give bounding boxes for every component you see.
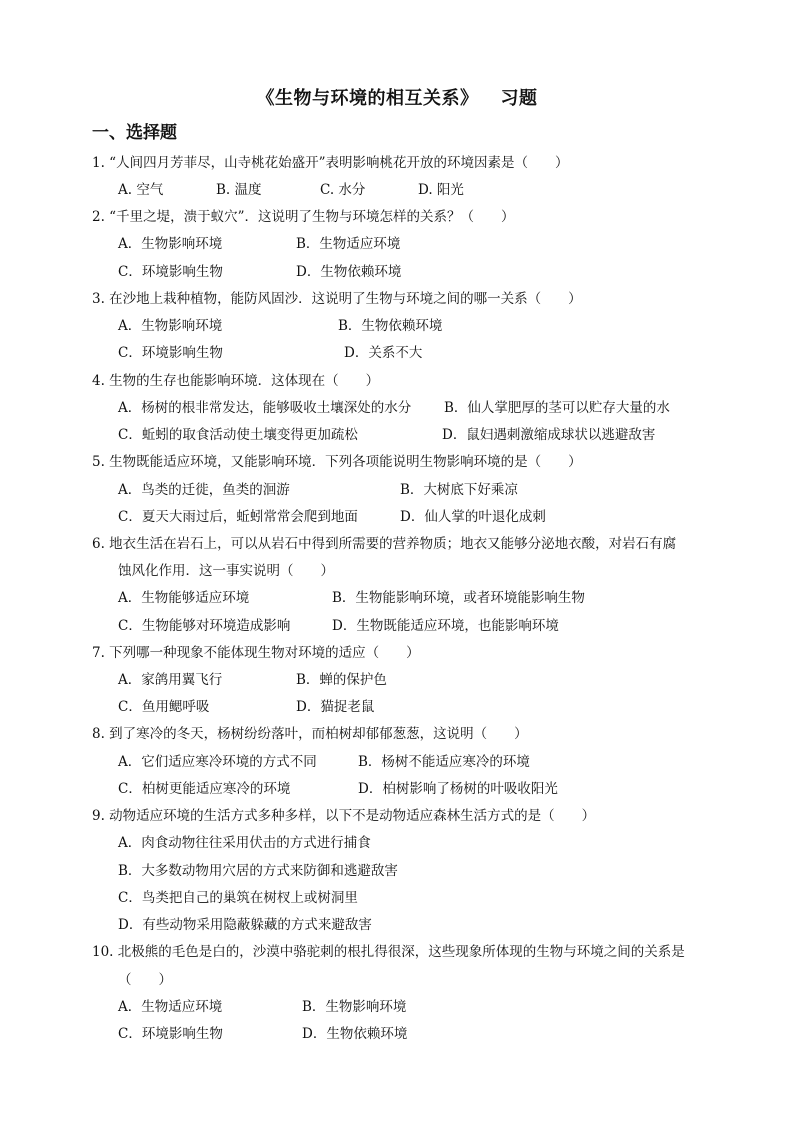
option-b: B．生物能影响环境，或者环境能影响生物 <box>332 590 585 606</box>
option-d: D．猫捉老鼠 <box>296 699 375 715</box>
option-a: A．鸟类的迁徙，鱼类的洄游 <box>118 482 290 498</box>
option-c: C．环境影响生物 <box>118 1026 223 1042</box>
option-c: C．夏天大雨过后，蚯蚓常常会爬到地面 <box>118 509 358 525</box>
option-a: A．生物适应环境 <box>118 999 223 1015</box>
option-a: A. 空气 <box>118 182 164 198</box>
question-text-cont: 蚀风化作用．这一事实说明（ ） <box>118 563 334 579</box>
option-d: D．关系不大 <box>344 345 423 361</box>
option-b: B．大树底下好乘凉 <box>400 482 518 498</box>
option-c: C．蚯蚓的取食活动使土壤变得更加疏松 <box>118 427 358 443</box>
option-c: C．生物能够对环境造成影响 <box>118 618 291 634</box>
option-d: D．生物依赖环境 <box>296 264 402 280</box>
option-d: D．有些动物采用隐蔽躲藏的方式来避敌害 <box>118 917 372 933</box>
option-b: B．蝉的保护色 <box>296 672 387 688</box>
option-a: A．生物影响环境 <box>118 236 223 252</box>
option-a: A．肉食动物往往采用伏击的方式进行捕食 <box>118 835 371 851</box>
title-main: 《生物与环境的相互关系》 <box>256 88 479 109</box>
question-text: 8. 到了寒冷的冬天，杨树纷纷落叶，而柏树却郁郁葱葱，这说明（ ） <box>92 726 528 742</box>
title-suffix: 习题 <box>500 88 538 109</box>
option-c: C. 水分 <box>320 182 366 198</box>
question-text-cont: （ ） <box>118 972 172 988</box>
option-d: D．鼠妇遇刺激缩成球状以逃避敌害 <box>442 427 656 443</box>
option-b: B．仙人掌肥厚的茎可以贮存大量的水 <box>444 400 670 416</box>
option-c: C．柏树更能适应寒冷的环境 <box>118 781 291 797</box>
option-d: D．柏树影响了杨树的叶吸收阳光 <box>358 781 558 797</box>
question-text: 4. 生物的生存也能影响环境．这体现在（ ） <box>92 373 380 389</box>
option-a: A．杨树的根非常发达，能够吸收土壤深处的水分 <box>118 400 412 416</box>
question-text: 2. “千里之堤，溃于蚁穴”．这说明了生物与环境怎样的关系？（ ） <box>92 209 515 225</box>
option-d: D．生物依赖环境 <box>302 1026 408 1042</box>
question-text: 7. 下列哪一种现象不能体现生物对环境的适应（ ） <box>92 645 420 661</box>
question-text: 5. 生物既能适应环境，又能影响环境．下列各项能说明生物影响环境的是（ ） <box>92 454 582 470</box>
option-a: A．生物影响环境 <box>118 318 223 334</box>
option-b: B．生物适应环境 <box>296 236 401 252</box>
section-heading: 一、选择题 <box>92 123 177 143</box>
option-c: C．环境影响生物 <box>118 264 223 280</box>
option-d: D．仙人掌的叶退化成刺 <box>400 509 546 525</box>
question-text: 10. 北极熊的毛色是白的，沙漠中骆驼刺的根扎得很深，这些现象所体现的生物与环境之间的关系是 <box>92 944 685 960</box>
option-b: B．生物依赖环境 <box>338 318 443 334</box>
question-text: 6. 地衣生活在岩石上，可以从岩石中得到所需要的营养物质；地衣又能够分泌地衣酸，对岩石有腐 <box>92 536 677 552</box>
option-a: A．它们适应寒冷环境的方式不同 <box>118 754 317 770</box>
question-text: 9. 动物适应环境的生活方式多种多样，以下不是动物适应森林生活方式的是（ ） <box>92 808 596 824</box>
option-b: B．杨树不能适应寒冷的环境 <box>358 754 530 770</box>
option-d: D．生物既能适应环境，也能影响环境 <box>332 618 559 634</box>
option-d: D. 阳光 <box>418 182 464 198</box>
option-b: B. 温度 <box>216 182 262 198</box>
page-title <box>0 84 794 110</box>
option-a: A．家鸽用翼飞行 <box>118 672 223 688</box>
option-c: C．鱼用鳃呼吸 <box>118 699 210 715</box>
option-b: B．大多数动物用穴居的方式来防御和逃避敌害 <box>118 863 398 879</box>
option-c: C．鸟类把自己的巢筑在树杈上或树洞里 <box>118 890 358 906</box>
option-a: A．生物能够适应环境 <box>118 590 250 606</box>
option-b: B．生物影响环境 <box>302 999 407 1015</box>
question-text: 3. 在沙地上栽种植物，能防风固沙．这说明了生物与环境之间的哪一关系（ ） <box>92 291 582 307</box>
option-c: C．环境影响生物 <box>118 345 223 361</box>
question-text: 1. “人间四月芳菲尽，山寺桃花始盛开”表明影响桃花开放的环境因素是（ ） <box>92 155 569 171</box>
